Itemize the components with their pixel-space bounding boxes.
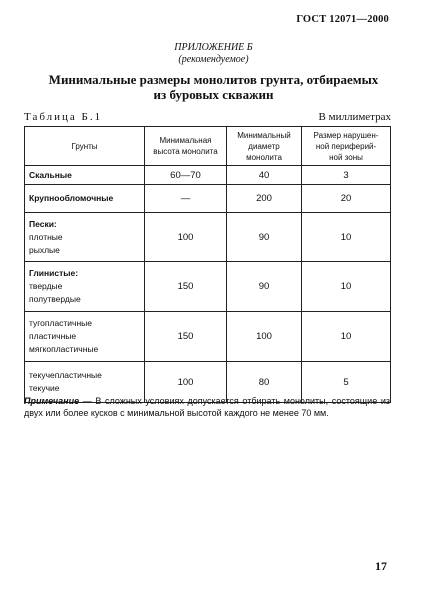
- disturbed-zone-cell: 10: [302, 262, 391, 312]
- soil-name-cell: [25, 166, 145, 185]
- disturbed-zone-cell: 10: [302, 213, 391, 262]
- soil-name-cell: [25, 312, 145, 362]
- soil-group-label: Крупнообломочные: [29, 193, 114, 203]
- min-height-cell: 150: [145, 312, 227, 362]
- soil-subtype: текучепластичные: [29, 370, 102, 380]
- header-line: монолита: [246, 152, 282, 162]
- page-title-line-2: из буровых скважин: [153, 87, 274, 102]
- column-header-min-diameter: [227, 127, 302, 166]
- soil-name-cell: [25, 262, 145, 312]
- soil-group-label: Пески:: [29, 218, 57, 229]
- min-height-cell: 60—70: [145, 166, 227, 185]
- soil-name-cell: [25, 213, 145, 262]
- table-row-plastic: [25, 312, 391, 362]
- header-line: Размер нарушен-: [313, 130, 379, 140]
- appendix-title: ПРИЛОЖЕНИЕ Б: [174, 42, 253, 53]
- min-diameter-cell: 80: [227, 362, 302, 403]
- soil-subtype: полутвердые: [29, 294, 81, 304]
- note-label: Примечание: [24, 396, 80, 406]
- table-row-rocky: [25, 166, 391, 185]
- header-line: Минимальная: [159, 136, 212, 145]
- header-line: диаметр: [248, 141, 280, 151]
- min-height-cell: —: [145, 185, 227, 213]
- appendix-heading: [0, 42, 427, 66]
- soil-subtype: текучие: [29, 383, 60, 393]
- min-height-cell: 100: [145, 213, 227, 262]
- table-units: В миллиметрах: [318, 111, 391, 123]
- table-row-coarse: [25, 185, 391, 213]
- soil-group-label: Скальные: [29, 169, 72, 180]
- disturbed-zone-cell: 10: [302, 312, 391, 362]
- disturbed-zone-cell: 20: [302, 185, 391, 213]
- page-title-line-1: Минимальные размеры монолитов грунта, отбираемых: [48, 72, 379, 87]
- column-header-disturbed-zone: [302, 127, 391, 166]
- header-line: ной зоны: [329, 152, 363, 162]
- min-height-cell: 150: [145, 262, 227, 312]
- table-note: [24, 395, 390, 419]
- soil-monolith-table: [24, 126, 391, 403]
- column-header-min-height: [145, 127, 227, 166]
- header-line: высота монолита: [153, 147, 218, 156]
- min-diameter-cell: 90: [227, 262, 302, 312]
- soil-subtype: плотные: [29, 231, 63, 242]
- soil-subtype: пластичные: [29, 331, 77, 341]
- note-text: — В сложных условиях допускается отбирать монолиты, состоящие из двух или более кусков с минимальной высотой каждого не менее 70 мм.: [24, 396, 390, 418]
- soil-group-label: Глинистые:: [29, 268, 79, 278]
- header-line: Грунты: [71, 141, 98, 151]
- table-caption: Таблица Б.1: [24, 111, 103, 123]
- soil-subtype: мягкопластичные: [29, 344, 99, 354]
- min-diameter-cell: 100: [227, 312, 302, 362]
- soil-subtype: рыхлые: [29, 244, 60, 255]
- soil-name-cell: [25, 185, 145, 213]
- min-diameter-cell: 200: [227, 185, 302, 213]
- disturbed-zone-cell: 3: [302, 166, 391, 185]
- column-header-soils: [25, 127, 145, 166]
- page-title: [0, 72, 427, 102]
- soil-subtype: твердые: [29, 281, 63, 291]
- standard-header: ГОСТ 12071—2000: [296, 14, 389, 25]
- min-height-cell: 100: [145, 362, 227, 403]
- appendix-subtitle: (рекомендуемое): [178, 54, 249, 65]
- table-row-clay: [25, 262, 391, 312]
- page-number: 17: [375, 559, 387, 573]
- min-diameter-cell: 40: [227, 166, 302, 185]
- disturbed-zone-cell: 5: [302, 362, 391, 403]
- soil-subtype: тугопластичные: [29, 318, 93, 328]
- table-row-sands: [25, 213, 391, 262]
- min-diameter-cell: 90: [227, 213, 302, 262]
- header-line: Минимальный: [237, 130, 291, 140]
- header-line: ной периферий-: [315, 141, 377, 151]
- table-header-row: [25, 127, 391, 166]
